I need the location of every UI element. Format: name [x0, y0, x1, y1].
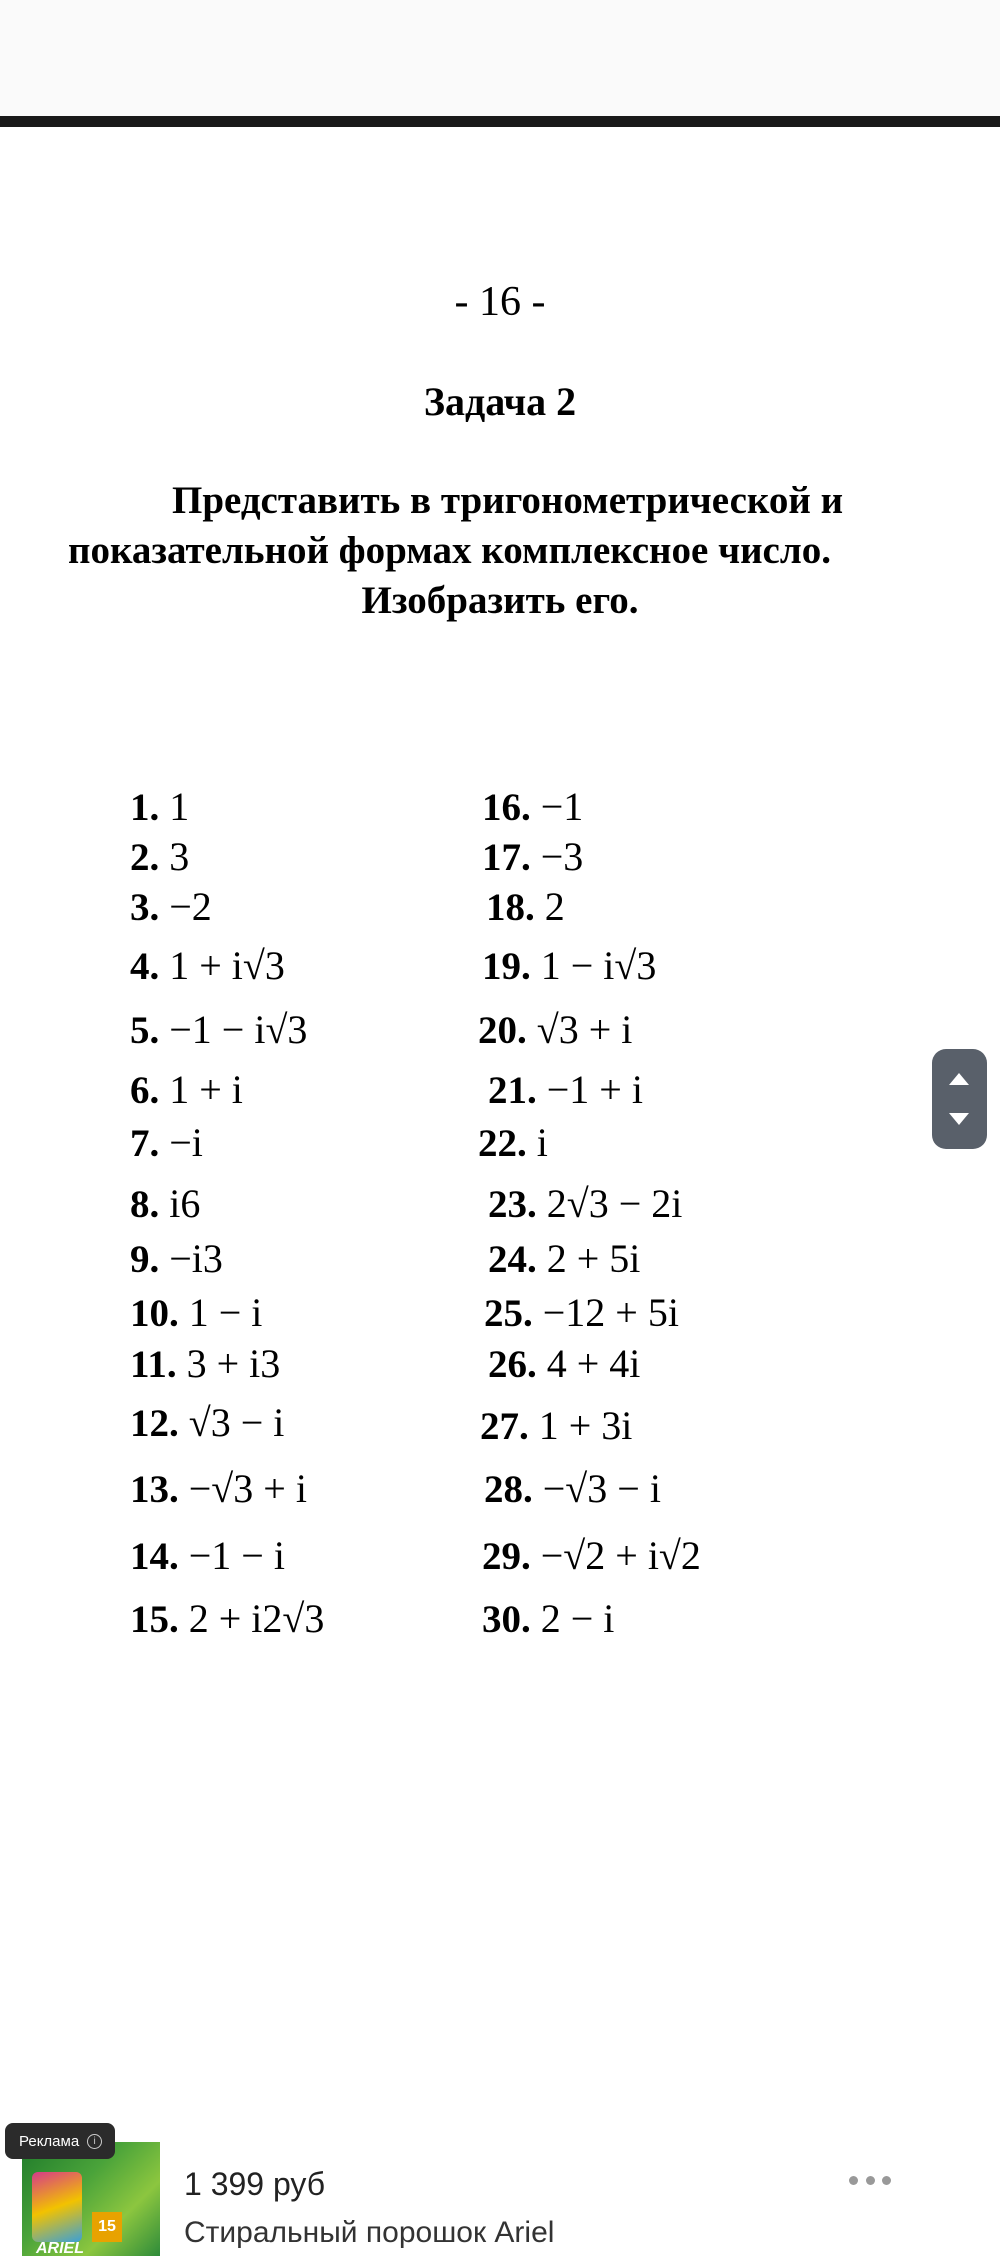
- list-item: 16. −1: [482, 784, 584, 829]
- instruction-line-2: показательной формах комплексное число.: [68, 529, 831, 572]
- list-item: 22. i: [478, 1120, 548, 1165]
- list-item: 25. −12 + 5i: [484, 1290, 679, 1335]
- page-divider: [0, 116, 1000, 127]
- list-item: 20. √3 + i: [478, 1007, 633, 1052]
- list-item: 21. −1 + i: [488, 1067, 643, 1112]
- list-item: 1. 1: [130, 784, 190, 829]
- list-item: 19. 1 − i√3: [482, 943, 657, 988]
- scroll-control: [932, 1049, 987, 1149]
- list-item: 17. −3: [482, 834, 584, 879]
- list-item: 13. −√3 + i: [130, 1466, 307, 1511]
- list-item: 10. 1 − i: [130, 1290, 263, 1335]
- detergent-box-icon: [32, 2172, 82, 2242]
- list-item: 28. −√3 − i: [484, 1466, 661, 1511]
- list-item: 24. 2 + 5i: [488, 1236, 641, 1281]
- list-item: 26. 4 + 4i: [488, 1341, 641, 1386]
- page-number: - 16 -: [454, 279, 546, 325]
- info-icon: i: [87, 2134, 102, 2149]
- scroll-up-icon[interactable]: [949, 1073, 969, 1085]
- ad-product-image[interactable]: [22, 2142, 160, 2256]
- list-item: 3. −2: [130, 884, 212, 929]
- list-item: 30. 2 − i: [482, 1596, 615, 1641]
- list-item: 12. √3 − i: [130, 1400, 285, 1445]
- list-item: 4. 1 + i√3: [130, 943, 285, 988]
- task-title: Задача 2: [423, 379, 577, 424]
- more-options-icon[interactable]: [849, 2170, 891, 2190]
- scroll-down-icon[interactable]: [949, 1113, 969, 1125]
- list-item: 15. 2 + i2√3: [130, 1596, 325, 1641]
- list-item: 6. 1 + i: [130, 1067, 243, 1112]
- ad-label[interactable]: [5, 2123, 115, 2159]
- list-item: 9. −i3: [130, 1236, 223, 1281]
- ad-image-badge: 15: [92, 2212, 122, 2242]
- ad-label-text: Реклама: [19, 2132, 80, 2150]
- ad-product-name[interactable]: Стиральный порошок Ariel: [184, 2216, 555, 2249]
- ad-image-brand: ARIEL: [36, 2240, 84, 2257]
- list-item: 11. 3 + i3: [130, 1341, 281, 1386]
- instruction-line-3: Изобразить его.: [361, 579, 639, 622]
- list-item: 23. 2√3 − 2i: [488, 1181, 683, 1226]
- list-item: 27. 1 + 3i: [480, 1403, 633, 1448]
- list-item: 5. −1 − i√3: [130, 1007, 308, 1052]
- list-item: 29. −√2 + i√2: [482, 1533, 701, 1578]
- ad-price[interactable]: 1 399 руб: [184, 2166, 326, 2202]
- list-item: 18. 2: [486, 884, 565, 929]
- list-item: 7. −i: [130, 1120, 203, 1165]
- list-item: 2. 3: [130, 834, 190, 879]
- top-bar: [0, 0, 1000, 116]
- instruction-line-1: Представить в тригонометрической и: [172, 479, 844, 522]
- list-item: 8. i6: [130, 1181, 201, 1226]
- list-item: 14. −1 − i: [130, 1533, 285, 1578]
